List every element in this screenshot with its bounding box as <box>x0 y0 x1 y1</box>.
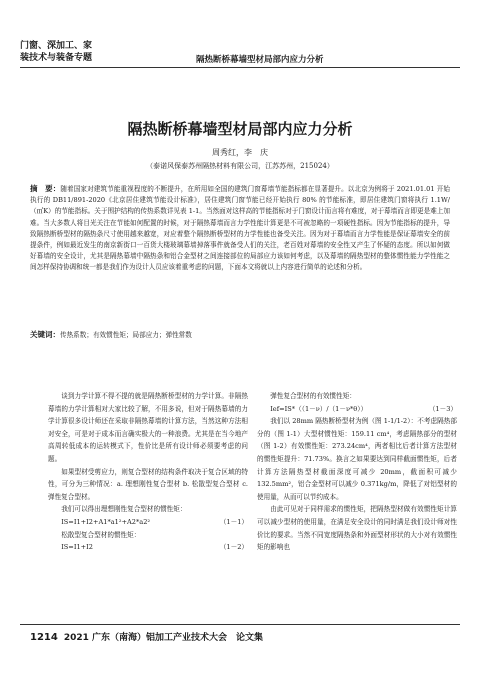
category-line-1: 门窗、深加工、家 <box>20 41 93 51</box>
paragraph: 如果型材受剪应力，则复合型材的结构条件取决于复合区域的特性，可分为三种情况：a. 理想刚性复合型材 b. 松散型复合型材 c. 弹性复合型材。 <box>48 467 248 501</box>
keywords-label: 关键词： <box>30 330 60 339</box>
paragraph: 弹性复合型材的有效惯性矩： <box>270 392 356 400</box>
body-column-right <box>257 390 457 554</box>
header-rule <box>20 67 460 68</box>
running-title: 隔热断桥幕墙型材局部内应力分析 <box>196 55 324 65</box>
page-number: 1214 <box>30 632 58 643</box>
footer-rule <box>20 624 460 625</box>
equation-1-2 <box>48 541 248 554</box>
equation-text: IS=I1+I2+A1*a1²+A2*a2² <box>61 517 151 526</box>
paragraph: 我们以 28mm 隔热断桥型材为例（图 1-1/1-2）：不考虑隔热部分的（图 1-1）大型材惯性矩：159.11 cm⁴，考虑隔热部分的型材（图 1-2）有效惯性矩：273.24cm⁴，两者相比后者计算方法型材的惯性矩提升：71.73%。换言之如果要达到同样截面惯性矩，后者计算方法隔热型材截面深度可减少 20mm，截面积可减少 132.5mm²，铝合金型材可以减少 0.371kg/m，降低了对铝型材的使用量，从而可以节约成本。 <box>257 417 457 501</box>
abstract-text: 随着国家对建筑节能重视程度的不断提升，在所用如全国的建筑门窗幕墙节能指标都在显著提升。以北京为例将于 2021.01.01 开始执行的 DB11/891-2020《北京居住建筑节能设计标准》，居住建筑门窗节能已经开始执行 80% 的节能标准，即居住建筑门窗将执行 1.1W/（㎡K）的节能指标。关于围护结构的传热系数详见表 1-1。当然面对这样高的节能指标对于门窗设计而言将有难度，对于幕墙而言即更是难上加难。当大多数人将目光关注在节能如何配置的时候，对于隔热幕墙而言力学性能计算更是不可被忽略的一项硬性指标。因为节能指标的提升，导致隔热断桥型材的隔热条尺寸使用越来越宽，对应着整个隔热断桥型材的力学性能也备受关注。因为对于幕墙而言力学性能是保证幕墙安全的前提条件，例如最近发生的南京新街口一百货大楼玻璃幕墙掉落事件就备受人们的关注，老百姓对幕墙的安全性又产生了怀疑的态度。所以如何做好幕墙的安全设计，尤其是隔热幕墙中隔热条和铝合金型材之间连接部位的局部应力该如何考虑，以及幕墙的隔热型材的整体惯性能力学性能之间怎样保持协调和统一都是我们作为设计人员应该着重考虑的问题，下面本文将就以上内容进行简单的论述和分析。 <box>30 185 451 272</box>
paragraph: 我们可以得出理想刚性复合型材的惯性矩： <box>61 505 187 514</box>
paragraph: 谈到力学计算不得不提的就是隔热断桥型材的力学计算。非隔热幕墙的力学计算相对大家比较了解，不用多说，但对于隔热幕墙的力学计算很多设计师还在采取非隔热幕墙的计算方法，当然这种方法相对安全，可是对于成本而言确实极大的一种浪费。尤其是在当今地产高周转低成本的运转模式下，性价比是所有设计师必须要考虑的问题。 <box>48 392 248 463</box>
keywords-text: 传热系数；有效惯性矩；局部应力；弹性常数 <box>60 331 192 339</box>
body-column-left <box>48 390 248 554</box>
equation-number: （1－1） <box>219 517 248 526</box>
section-category <box>20 40 130 64</box>
article-title: 隔热断桥幕墙型材局部内应力分析 <box>127 120 353 138</box>
affiliation: （泰诺风保泰苏州隔热材料有限公司，江苏苏州，215024） <box>146 162 334 170</box>
page-footer <box>30 630 263 643</box>
authors: 周秀红，李 庆 <box>212 148 268 157</box>
equation-1-1 <box>48 516 248 529</box>
equation-1-3 <box>257 403 457 416</box>
equation-number: （1－2） <box>219 543 248 552</box>
conference-name: 2021 广东（南海）铝加工产业技术大会 论文集 <box>63 633 264 643</box>
equation-text: IS=I1+I2 <box>61 543 93 552</box>
paragraph: 由此可见对于同样需求的惯性矩，把隔热型材做有效惯性矩计算可以减少型材的使用量，在满足安全设计的同时满足我们设计师对性价比的要求。当然不同宽度隔热条和外面型材形状的大小对有效惯性矩的影响也 <box>257 505 457 552</box>
abstract-label: 摘 要： <box>30 184 61 193</box>
equation-number: （1－3） <box>428 404 457 413</box>
abstract <box>30 183 450 274</box>
paragraph: 松散型复合型材的惯性矩： <box>61 530 141 539</box>
keywords <box>30 329 450 341</box>
equation-text: Ief=IS*（（1－ν）/（1－ν*θ）） <box>270 404 368 413</box>
category-line-2: 装技术与装备专题 <box>20 53 93 63</box>
